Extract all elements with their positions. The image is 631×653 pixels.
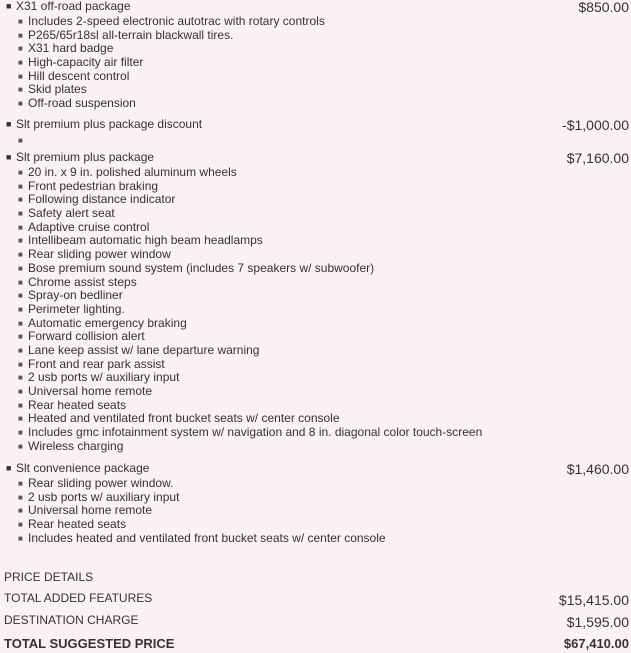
bullet-icon: ■ — [18, 332, 23, 342]
feature-item: ■ Intellibeam automatic high beam headlamps — [18, 233, 263, 248]
destination-charge-value: $1,595.00 — [566, 614, 629, 630]
feature-item: ■ Following distance indicator — [18, 192, 176, 207]
feature-item: ■ 2 usb ports w/ auxiliary input — [18, 489, 180, 504]
feature-item: ■ Perimeter lighting. — [18, 301, 125, 316]
package-title: Slt premium plus package discount — [16, 117, 203, 131]
feature-item — [17, 134, 28, 148]
destination-charge-label: DESTINATION CHARGE — [4, 613, 139, 627]
total-added-features-value: $15,415.00 — [558, 592, 629, 608]
total-added-features-row — [4, 590, 629, 606]
bullet-icon: ■ — [18, 71, 23, 81]
feature-item: ■ 20 in. x 9 in. polished aluminum wheels — [18, 165, 237, 179]
feature-list — [17, 134, 28, 148]
destination-charge-row — [4, 612, 629, 628]
bullet-icon: ■ — [18, 222, 23, 232]
bullet-icon: ■ — [18, 263, 23, 273]
bullet-icon: ■ — [18, 168, 23, 177]
feature-item: ■ Lane keep assist w/ lane departure warning — [18, 342, 260, 357]
package-title: Slt premium plus package — [16, 150, 155, 164]
total-suggested-price-row — [4, 636, 629, 652]
bullet-icon: ■ — [18, 85, 23, 95]
bullet-icon: ■ — [18, 277, 23, 287]
feature-item: ■ Safety alert seat — [18, 206, 115, 221]
feature-item: ■ Automatic emergency braking — [18, 315, 187, 330]
bullet-icon: ■ — [18, 236, 23, 246]
feature-item: ■ Adaptive cruise control — [18, 219, 150, 234]
feature-item: ■ Chrome assist steps — [18, 274, 137, 289]
package-title: X31 off-road package — [16, 0, 131, 13]
feature-item: ■ Front pedestrian braking — [18, 178, 159, 193]
bullet-icon: ■ — [18, 209, 23, 219]
feature-item: ■ Includes gmc infotainment system w/ navigation and 8 in. diagonal color touch-screen — [18, 425, 483, 440]
bullet-icon: ■ — [18, 441, 23, 451]
bullet-icon: ■ — [18, 520, 23, 530]
bullet-icon: ■ — [18, 428, 23, 438]
bullet-icon: ■ — [18, 479, 23, 488]
bullet-icon: ■ — [18, 291, 23, 301]
total-suggested-price-label: TOTAL SUGGESTED PRICE — [4, 636, 175, 651]
bullet-icon: ■ — [18, 99, 23, 109]
bullet-icon: ■ — [6, 152, 12, 162]
feature-list — [17, 477, 386, 545]
bullet-icon: ■ — [18, 17, 23, 26]
feature-item: ■ Hill descent control — [18, 68, 130, 83]
bullet-icon: ■ — [18, 30, 23, 40]
bullet-icon: ■ — [18, 195, 23, 205]
feature-item: ■ Off-road suspension — [18, 96, 136, 111]
feature-item: ■ Rear heated seats — [18, 397, 127, 412]
feature-item: ■ Forward collision alert — [18, 329, 145, 344]
bullet-icon: ■ — [18, 345, 23, 355]
bullet-icon: ■ — [18, 318, 23, 328]
feature-item: ■ P265/65r18sl all-terrain blackwall tires. — [18, 27, 234, 42]
bullet-icon: ■ — [6, 463, 12, 473]
feature-item: ■ Front and rear park assist — [18, 356, 165, 371]
price-details-heading: PRICE DETAILS — [4, 570, 94, 584]
package-price: $850.00 — [578, 0, 629, 15]
feature-item: ■ Includes heated and ventilated front bucket seats w/ center console — [18, 530, 386, 545]
bullet-icon: ■ — [18, 506, 23, 516]
feature-item: ■ Includes 2-speed electronic autotrac with rotary controls — [18, 14, 325, 28]
bullet-icon: ■ — [6, 119, 12, 129]
bullet-icon: ■ — [18, 373, 23, 383]
package-price: $1,460.00 — [566, 461, 629, 477]
bullet-icon: ■ — [18, 492, 23, 502]
feature-item: ■ Rear sliding power window — [18, 247, 171, 262]
feature-list — [17, 15, 325, 111]
bullet-icon: ■ — [18, 387, 23, 396]
bullet-icon: ■ — [18, 44, 23, 54]
bullet-icon: ■ — [18, 533, 23, 543]
price-details-heading-row — [4, 569, 629, 585]
feature-item: ■ Heated and ventilated front bucket seats w/ center console — [18, 411, 340, 426]
bullet-icon: ■ — [18, 414, 23, 424]
package-price: $7,160.00 — [566, 150, 629, 166]
feature-item: ■ Universal home remote — [18, 503, 153, 518]
total-added-features-label: TOTAL ADDED FEATURES — [4, 591, 153, 605]
bullet-icon: ■ — [18, 250, 23, 260]
feature-item: ■ 2 usb ports w/ auxiliary input — [18, 370, 180, 385]
bullet-icon: ■ — [18, 136, 23, 145]
feature-item: ■ Skid plates — [18, 82, 87, 97]
package-title: Slt convenience package — [16, 461, 150, 475]
feature-item: ■ Rear heated seats — [18, 517, 127, 532]
feature-item: ■ Rear sliding power window. — [18, 476, 174, 490]
bullet-icon: ■ — [18, 359, 23, 369]
feature-item: ■ X31 hard badge — [18, 41, 114, 56]
package-price: -$1,000.00 — [562, 117, 629, 133]
bullet-icon: ■ — [18, 181, 23, 191]
total-suggested-price-value: $67,410.00 — [563, 636, 629, 651]
feature-item: ■ Spray-on bedliner — [18, 288, 123, 303]
feature-item: ■ Bose premium sound system (includes 7 speakers w/ subwoofer) — [18, 260, 375, 275]
bullet-icon: ■ — [18, 58, 23, 68]
feature-item: ■ High-capacity air filter — [18, 55, 144, 70]
feature-list — [17, 166, 482, 453]
bullet-icon: ■ — [18, 400, 23, 410]
bullet-icon: ■ — [6, 1, 12, 11]
bullet-icon: ■ — [18, 304, 23, 314]
feature-item: ■ Universal home remote — [18, 384, 153, 398]
feature-item: ■ Wireless charging — [18, 438, 124, 453]
